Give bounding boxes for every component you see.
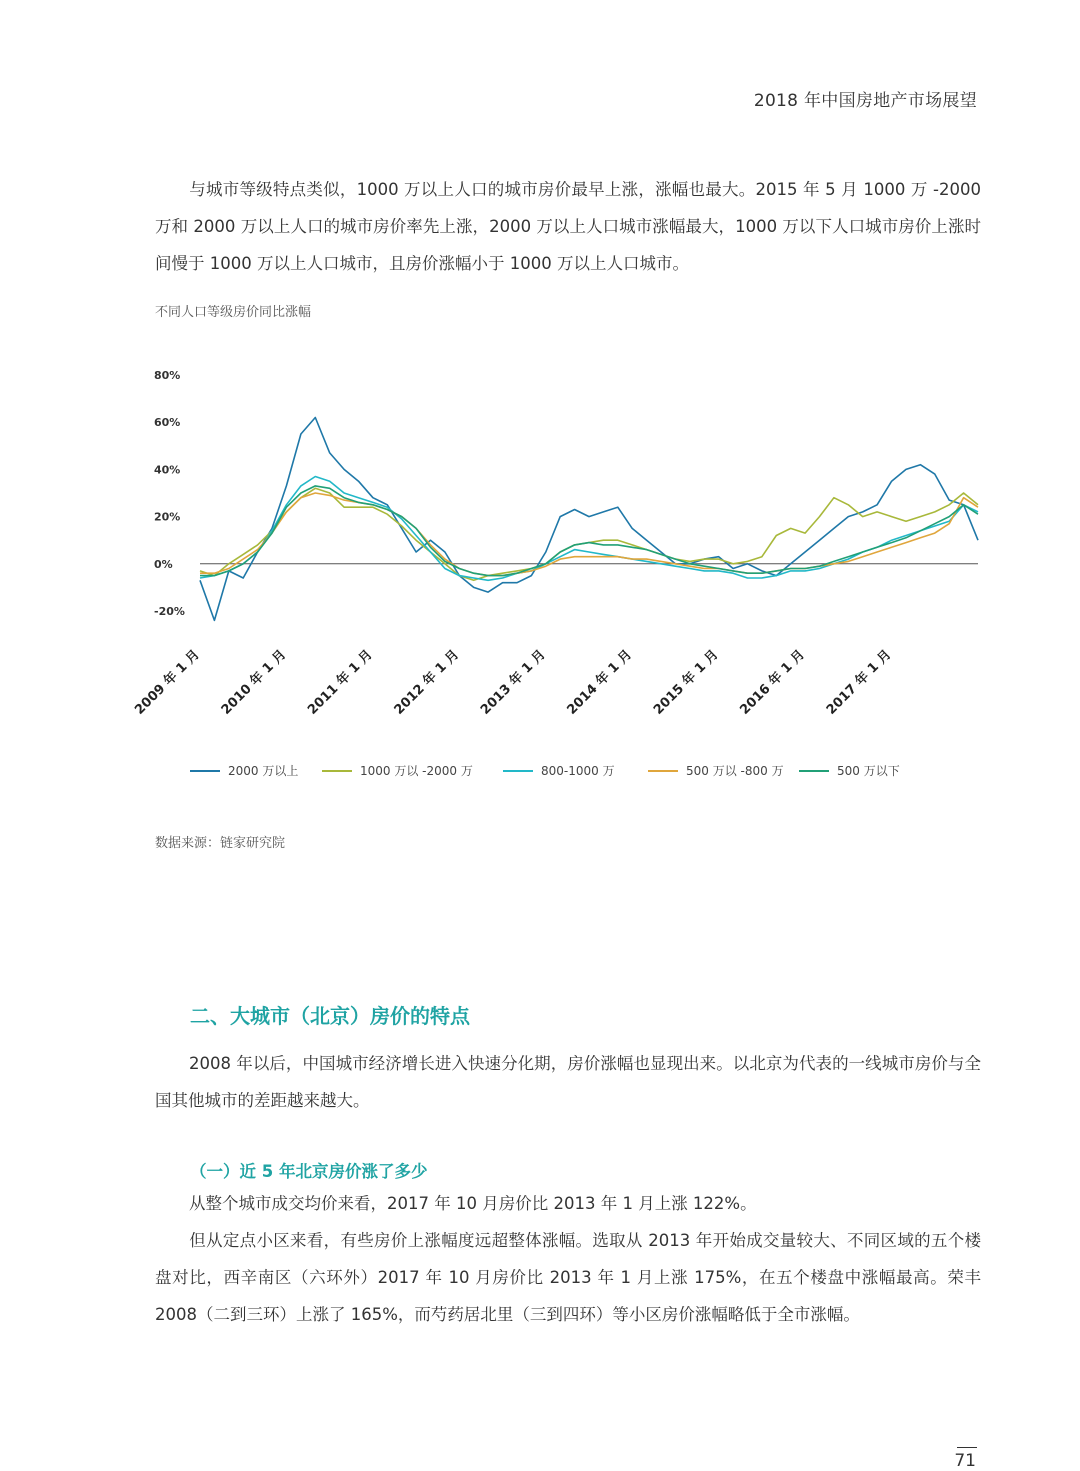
x-tick-label: 2013 年 1 月 — [478, 647, 549, 718]
section-paragraph-text: 2008 年以后，中国城市经济增长进入快速分化期，房价涨幅也显现出来。以北京为代表的一线城市房价与全国其他城市的差距越来越大。 — [155, 1054, 981, 1110]
legend-label: 800-1000 万 — [541, 764, 615, 778]
intro-paragraph-text: 与城市等级特点类似，1000 万以上人口的城市房价最早上涨，涨幅也最大。2015 年 5 月 1000 万 -2000 万和 2000 万以上人口的城市房价率先上涨，2000 万以上人口城市涨幅最大，1000 万以下人口城市房价上涨时间慢于 1000 万以上人口城市，且房价涨幅小于 1000 万以上人口城市。 — [155, 180, 981, 273]
subsection-para-text: 但从定点小区来看，有些房价上涨幅度远超整体涨幅。选取从 2013 年开始成交量较大、不同区域的五个楼盘对比，西辛南区（六环外）2017 年 10 月房价比 2013 年 1 月上涨 175%，在五个楼盘中涨幅最高。荣丰 2008（二到三环）上涨了 165%，而芍药居北里（三到四环）等小区房价涨幅略低于全市涨幅。 — [155, 1231, 981, 1324]
chart-legend — [190, 762, 950, 782]
legend-swatch — [648, 770, 678, 772]
legend-swatch — [799, 770, 829, 772]
x-tick-label: 2014 年 1 月 — [564, 647, 636, 718]
subsection-paragraph — [155, 1185, 981, 1333]
x-tick-label: 2011 年 1 月 — [305, 647, 376, 718]
legend-label: 500 万以下 — [837, 764, 900, 778]
x-tick-label: 2016 年 1 月 — [737, 647, 808, 718]
page-header-title: 2018 年中国房地产市场展望 — [753, 91, 977, 111]
chart-caption: 不同人口等级房价同比涨幅 — [155, 305, 312, 320]
intro-paragraph — [155, 171, 981, 282]
y-tick-label: 20% — [154, 510, 181, 524]
series-line-2 — [200, 488, 978, 580]
legend-label: 1000 万以 -2000 万 — [360, 764, 473, 778]
page-number: 71 — [954, 1451, 976, 1471]
series-line-4 — [200, 493, 978, 576]
y-tick-label: -20% — [154, 605, 185, 618]
x-tick-label: 2010 年 1 月 — [218, 647, 290, 718]
legend-swatch — [190, 770, 220, 772]
legend-item — [190, 762, 298, 779]
section-heading: 二、大城市（北京）房价的特点 — [190, 1004, 470, 1028]
legend-item — [322, 762, 473, 779]
legend-item — [799, 762, 900, 779]
x-tick-label: 2009 年 1 月 — [132, 647, 203, 718]
series-line-5 — [200, 486, 978, 576]
y-tick-label: 60% — [154, 416, 181, 430]
y-tick-label: 80% — [154, 369, 181, 382]
y-tick-label: 40% — [154, 463, 181, 477]
data-source-note: 数据来源：链家研究院 — [155, 836, 286, 851]
x-tick-label: 2012 年 1 月 — [391, 647, 463, 718]
subsection-line1: 从整个城市成交均价来看，2017 年 10 月房价比 2013 年 1 月上涨 122%。 — [189, 1194, 757, 1213]
legend-item — [648, 762, 784, 779]
legend-item — [503, 762, 615, 779]
legend-swatch — [322, 770, 352, 772]
x-tick-label: 2017 年 1 月 — [823, 647, 895, 718]
legend-swatch — [503, 770, 533, 772]
x-tick-label: 2015 年 1 月 — [650, 647, 722, 718]
series-line-3 — [200, 477, 978, 581]
y-tick-label: 0% — [154, 557, 173, 571]
price-growth-line-chart — [132, 355, 990, 725]
section-paragraph — [155, 1045, 981, 1119]
legend-label: 2000 万以上 — [228, 764, 299, 778]
page-number-rule — [957, 1447, 977, 1448]
series-line-1 — [200, 418, 978, 621]
subsection-heading: （一）近 5 年北京房价涨了多少 — [190, 1162, 428, 1181]
legend-label: 500 万以 -800 万 — [686, 764, 784, 778]
